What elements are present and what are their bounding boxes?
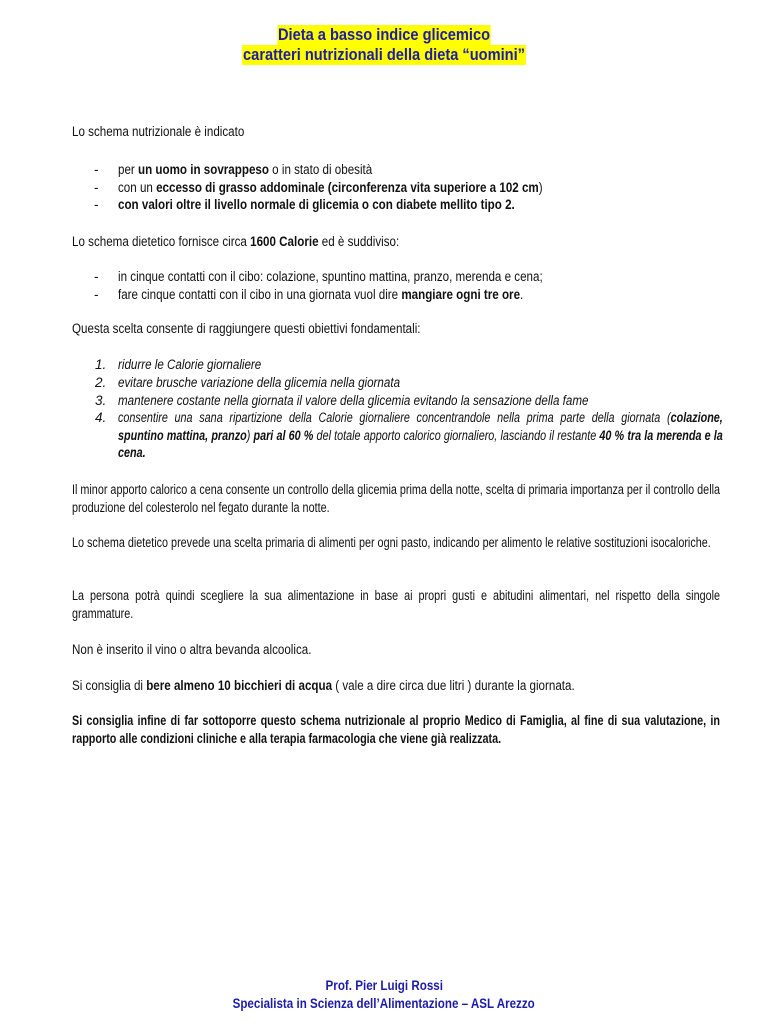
list-number: 4. [95,410,107,425]
footer-role: Specialista in Scienza dell’Alimentazione – ASL Arezzo [232,996,536,1011]
list-item: per un uomo in sovrappeso o in stato di obesità [118,162,373,177]
paragraph-dinner: Il minor apporto calorico a cena consente un controllo della glicemia prima della notte, scelta di primaria importanza per il controllo della produzione del colesterolo nel fegato durante la notte. [72,482,720,515]
intro-text: Lo schema nutrizionale è indicato [72,124,245,139]
title-line-2: caratteri nutrizionali della dieta “uomini” [243,45,525,64]
list-number: 3. [95,393,107,408]
paragraph-final-advice: Si consiglia infine di far sottoporre questo schema nutrizionale al proprio Medico di Famiglia, al fine di sua valutazione, in rapporto alle condizioni cliniche e alla terapia farmacologia che viene già realizzata. [72,713,720,746]
bullet-dash: - [94,180,99,195]
bullet-dash: - [94,197,99,212]
document-title [0,25,768,65]
list-item: mantenere costante nella giornata il valore della glicemia evitando la sensazione della fame [118,393,589,408]
bullet-dash: - [94,287,99,302]
footer-author: Prof. Pier Luigi Rossi [325,978,443,993]
list-item: con un eccesso di grasso addominale (circonferenza vita superiore a 102 cm) [118,180,543,195]
list-item: ridurre le Calorie giornaliere [118,357,262,372]
paragraph-person: La persona potrà quindi scegliere la sua alimentazione in base ai propri gusti e abitudini alimentari, nel rispetto della singole grammature. [72,588,720,621]
list-number: 1. [95,357,107,372]
list-item: con valori oltre il livello normale di glicemia o con diabete mellito tipo 2. [118,197,515,212]
paragraph-choice: Lo schema dietetico prevede una scelta primaria di alimenti per ogni pasto, indicando per alimento le relative sostituzioni isocaloriche. [72,535,711,550]
objectives-intro: Questa scelta consente di raggiungere questi obiettivi fondamentali: [72,321,421,336]
bullet-dash: - [94,269,99,284]
list-item: consentire una sana ripartizione della Calorie giornaliere concentrandole nella prima parte della giornata (colazione, spuntino mattina, pranzo) pari al 60 % del totale apporto calorico giornaliero, lasciando il restante 40 % tra la merenda e la cena. [118,410,723,460]
list-number: 2. [95,375,107,390]
list-item: in cinque contatti con il cibo: colazione, spuntino mattina, pranzo, merenda e cena; [118,269,543,284]
paragraph-water: Si consiglia di bere almeno 10 bicchieri di acqua ( vale a dire circa due litri ) durante la giornata. [72,678,575,693]
paragraph-wine: Non è inserito il vino o altra bevanda alcoolica. [72,642,312,657]
title-line-1: Dieta a basso indice glicemico [277,25,491,44]
calories-text: Lo schema dietetico fornisce circa 1600 Calorie ed è suddiviso: [72,234,400,249]
bullet-dash: - [94,162,99,177]
list-item: evitare brusche variazione della glicemia nella giornata [118,375,401,390]
list-item: fare cinque contatti con il cibo in una giornata vuol dire mangiare ogni tre ore. [118,287,524,302]
